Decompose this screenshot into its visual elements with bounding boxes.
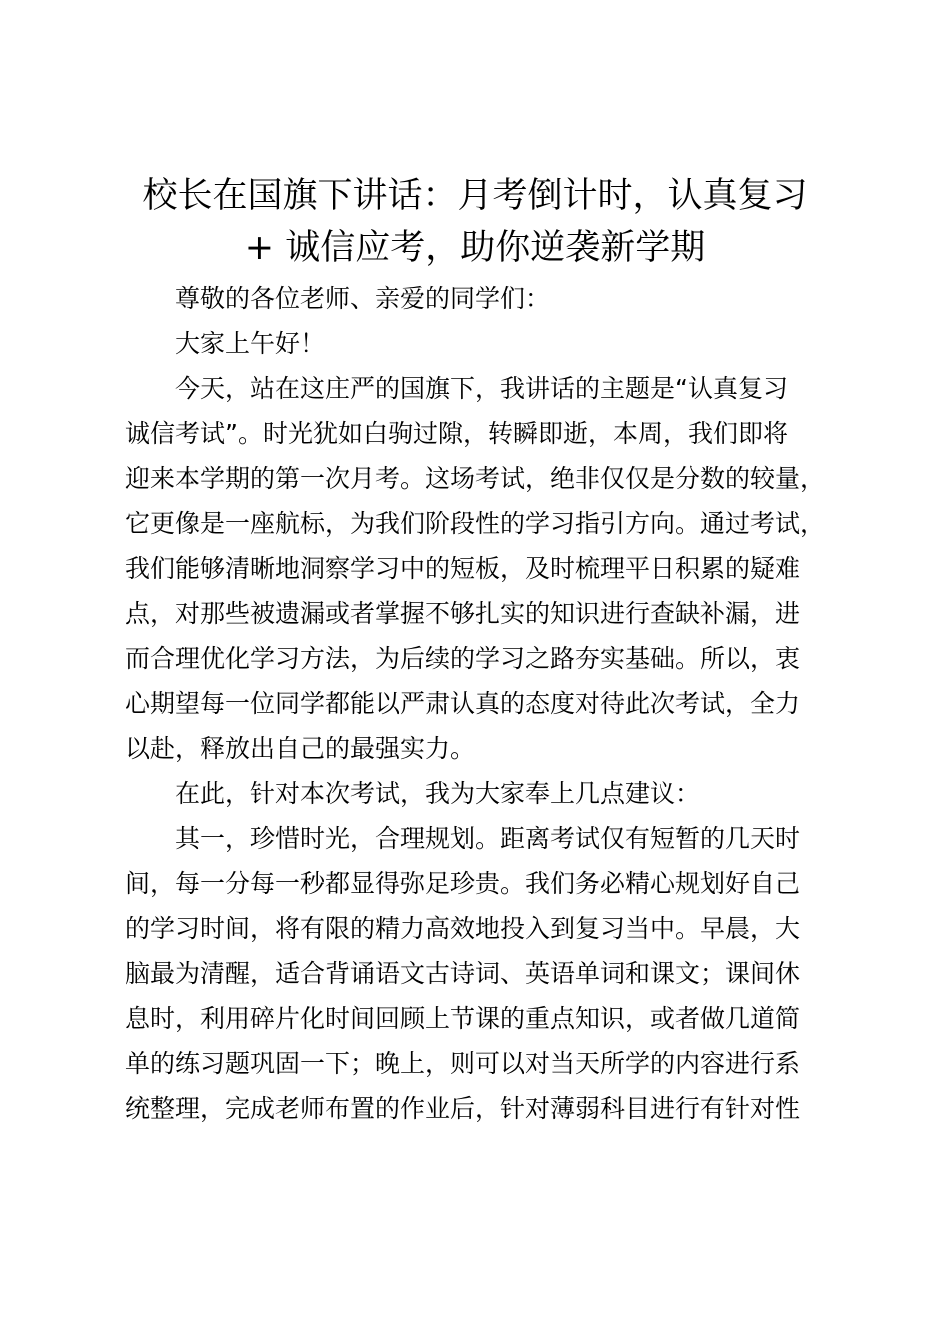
- text-line: 它更像是一座航标，为我们阶段性的学习指引方向。通过考试，: [125, 509, 826, 538]
- document-title: [100, 170, 850, 274]
- text-line: 在此，针对本次考试，我为大家奉上几点建议：: [175, 779, 701, 808]
- text-line: 迎来本学期的第一次月考。这场考试，绝非仅仅是分数的较量，: [125, 464, 826, 493]
- text-line: 尊敬的各位老师、亲爱的同学们：: [175, 284, 551, 313]
- paragraph-salutation: [125, 276, 840, 321]
- text-line: 间，每一分每一秒都显得弥足珍贵。我们务必精心规划好自己: [125, 869, 801, 898]
- paragraph-advice-intro: [125, 771, 840, 816]
- text-line: 脑最为清醒，适合背诵语文古诗词、英语单词和课文；课间休: [125, 959, 801, 988]
- text-line: 大家上午好！: [175, 329, 326, 358]
- text-line: 心期望每一位同学都能以严肃认真的态度对待此次考试，全力: [125, 689, 801, 718]
- text-line: 诚信考试”。时光犹如白驹过隙，转瞬即逝，本周，我们即将: [125, 419, 788, 448]
- text-line: 的学习时间，将有限的精力高效地投入到复习当中。早晨，大: [125, 914, 801, 943]
- text-line: 其一，珍惜时光，合理规划。距离考试仅有短暂的几天时: [175, 824, 801, 853]
- text-line: 单的练习题巩固一下；晚上，则可以对当天所学的内容进行系: [125, 1049, 801, 1078]
- text-line: 以赴，释放出自己的最强实力。: [125, 734, 476, 763]
- paragraph-greeting: [125, 321, 840, 366]
- text-line: 统整理，完成老师布置的作业后，针对薄弱科目进行有针对性: [125, 1094, 801, 1123]
- document-body: [125, 276, 840, 1131]
- text-line: 息时，利用碎片化时间回顾上节课的重点知识，或者做几道简: [125, 1004, 801, 1033]
- title-line-2: + 诚信应考，助你逆袭新学期: [244, 228, 706, 268]
- paragraph-advice-one: [125, 816, 840, 1131]
- text-line: 而合理优化学习方法，为后续的学习之路夯实基础。所以，衷: [125, 644, 801, 673]
- paragraph-topic: [125, 366, 840, 771]
- text-line: 点，对那些被遗漏或者掌握不够扎实的知识进行查缺补漏，进: [125, 599, 801, 628]
- text-line: 我们能够清晰地洞察学习中的短板，及时梳理平日积累的疑难: [125, 554, 801, 583]
- title-line-1: 校长在国旗下讲话：月考倒计时，认真复习: [142, 176, 808, 216]
- text-line: 今天，站在这庄严的国旗下，我讲话的主题是“认真复习: [175, 374, 788, 403]
